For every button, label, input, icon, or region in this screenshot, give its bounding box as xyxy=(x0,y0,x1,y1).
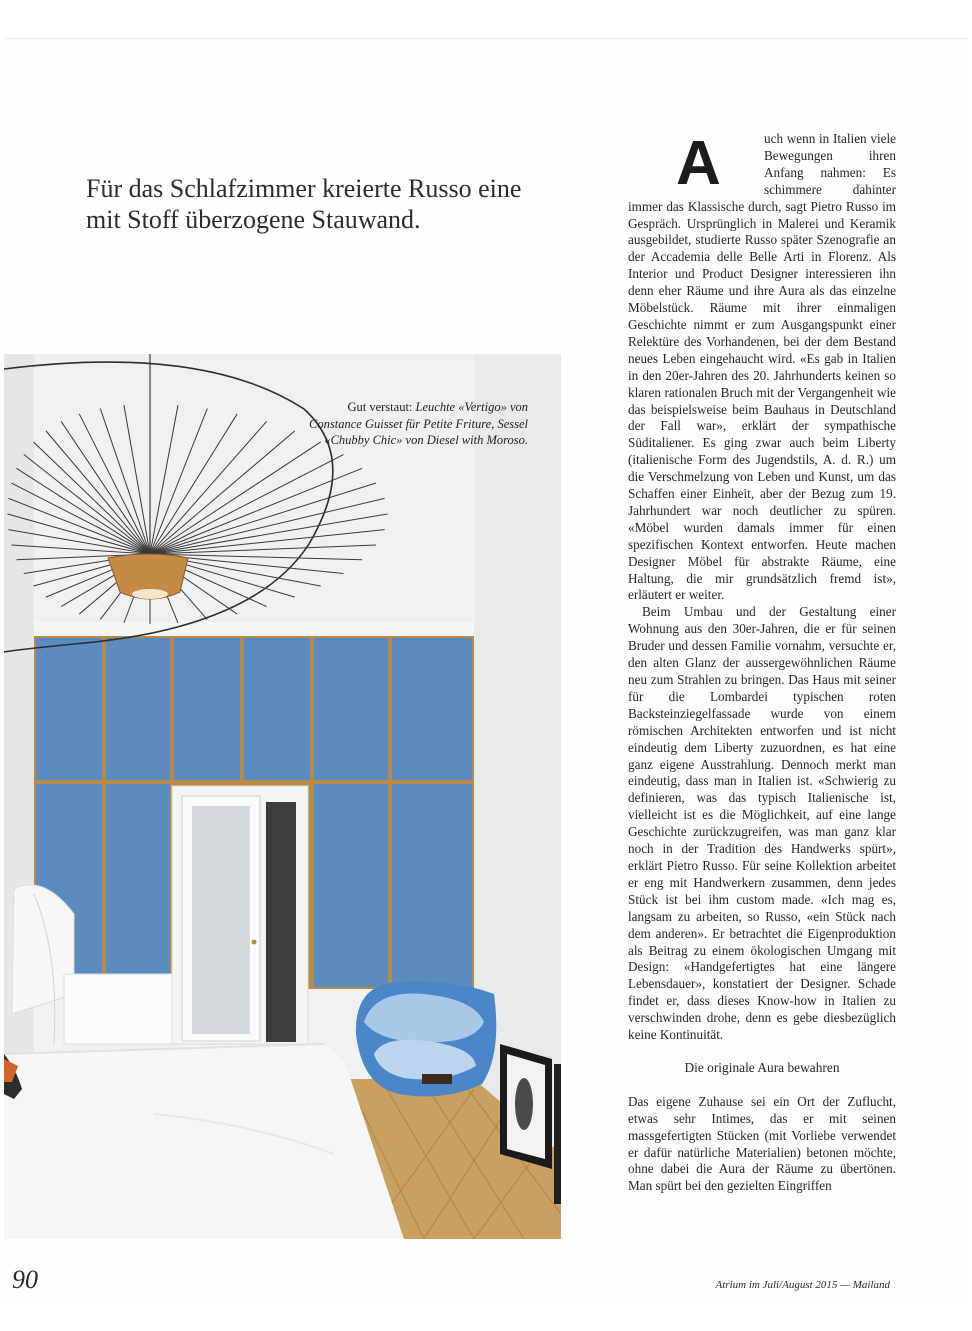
chubby-chic-armchair xyxy=(356,982,496,1097)
pull-quote-headline: Für das Schlafzimmer kreierte Russo eine mit Stoff überzogene Stauwand. xyxy=(86,174,522,234)
photo-caption xyxy=(300,399,528,449)
glass-door xyxy=(172,786,308,1044)
running-footer: Atrium im Juli/August 2015 — Mailand xyxy=(715,1279,890,1291)
wardrobe-panel-upper xyxy=(314,638,388,780)
paragraph-2: Beim Umbau und der Gestaltung einer Wohnung aus den 30er-Jahren, die er für seinen Bruder und dessen Familie vornahm, versuchte er, den alten Glanz der aussergewöhnlichen Räume neu zum Strahlen zu bringen. Das Haus mit seiner für die Lombardei typischen roten Backsteinziegelfassade wurde von einem römischen Architekten entworfen und ist nicht eindeutig dem Liberty zuzuordnen, es hat eine ganz eigene Ausstrahlung. Dennoch merkt man eindeutig, dass man in Italien ist. «Schwierig zu definieren, was das typisch Italienische ist, vielleicht ist es die Möglichkeit, auf eine lange Geschichte zurückzugreifen, was man ganz klar noch in der Tradition des Handwerks spürt», erklärt Pietro Russo. Für seine Kollektion arbeitet er eng mit Handwerkern zusammen, denn jedes Stück ist bei ihm custom made. «Ich mag es, langsam zu arbeiten, so Russo, «ein Stück nach dem anderen». Er betrachtet die Eigenproduktion als Beitrag zu einem ökologischen Umgang mit Design: «Handgefertigtes hat eine längere Lebensdauer», konstatiert der Designer. Schade findet er, dass dieses Know-how in Italien zu verschwinden drohe, denn es gebe diesbezüglich keine Kontinuität. xyxy=(628,604,896,1043)
bedroom-illustration xyxy=(4,354,561,1239)
wardrobe-panel-lower xyxy=(314,784,388,987)
wardrobe-panel-upper xyxy=(106,638,170,780)
wardrobe-panel-upper xyxy=(392,638,472,780)
drop-cap: A xyxy=(676,129,721,198)
wardrobe-panel-upper xyxy=(36,638,102,780)
bed xyxy=(4,1044,404,1239)
bedroom-photo-icon xyxy=(4,354,561,1239)
section-subhead: Die originale Aura bewahren xyxy=(684,1059,840,1075)
magazine-page xyxy=(4,38,968,1301)
wardrobe-panel-lower xyxy=(392,784,472,987)
wardrobe-panel-upper xyxy=(174,638,240,780)
caption-text: Leuchte «Vertigo» von Constance Guisset für Petite Friture, Sessel «Chubby Chic» von Diesel with Moroso. xyxy=(309,400,528,447)
wardrobe-panel-upper xyxy=(244,638,310,780)
article-body xyxy=(628,131,896,1195)
paragraph-1: uch wenn in Italien viele Bewegungen ihren Anfang nahmen: Es schimmere dahinter immer das Klassische durch, sagt Pietro Russo im Gespräch. Ursprünglich in Malerei und Keramik ausgebildet, studierte Russo später Szenografie an der Accademia delle Belle Arti in Florenz. Als Interior und Product Designer interessieren ihn denn eher Räume und ihre Aura als das einzelne Möbelstück. Räume mit ihrer einmaligen Geschichte nimmt er zum Ausgangspunkt einer Relektüre des Vorhandenen, bei der dem Bestand neues Leben eingehaucht wird. «Es gab in Italien in den 20er-Jahren des 20. Jahrhunderts keinen so klaren rationalen Bruch mit der Vergangenheit wie das beispielsweise beim Bauhaus in Deutschland der Fall war», erklärt der sympathische Süditaliener. Es ging zwar auch beim Liberty (italienische Form des Jugendstils, A. d. R.) um die Verschmelzung von Leben und Kunst, um das Schaffen einer Einheit, aber der Bezug zum 19. Jahrhundert war noch deutlicher zu spüren. «Möbel wurden damals immer für einen spezifischen Kontext entworfen. Heute machen Designer Möbel für abstrakte Räume, eine Haltung, die mir grundsätzlich fremd ist», erläutert er weiter. xyxy=(628,131,896,603)
wardrobe-panel-lower xyxy=(106,784,170,987)
caption-label: Gut verstaut: xyxy=(347,400,413,414)
paragraph-3: Das eigene Zuhause sei ein Ort der Zuflucht, etwas sehr Intimes, das er mit seinen massgefertigten Stücken (mit Vorliebe verwendet er dafür natürliche Materialien) betonen möchte, ohne dabei die Aura der Räume zu übertönen. Man spürt bei den gezielten Eingriffen xyxy=(628,1093,896,1194)
page-number: 90 xyxy=(12,1265,38,1294)
